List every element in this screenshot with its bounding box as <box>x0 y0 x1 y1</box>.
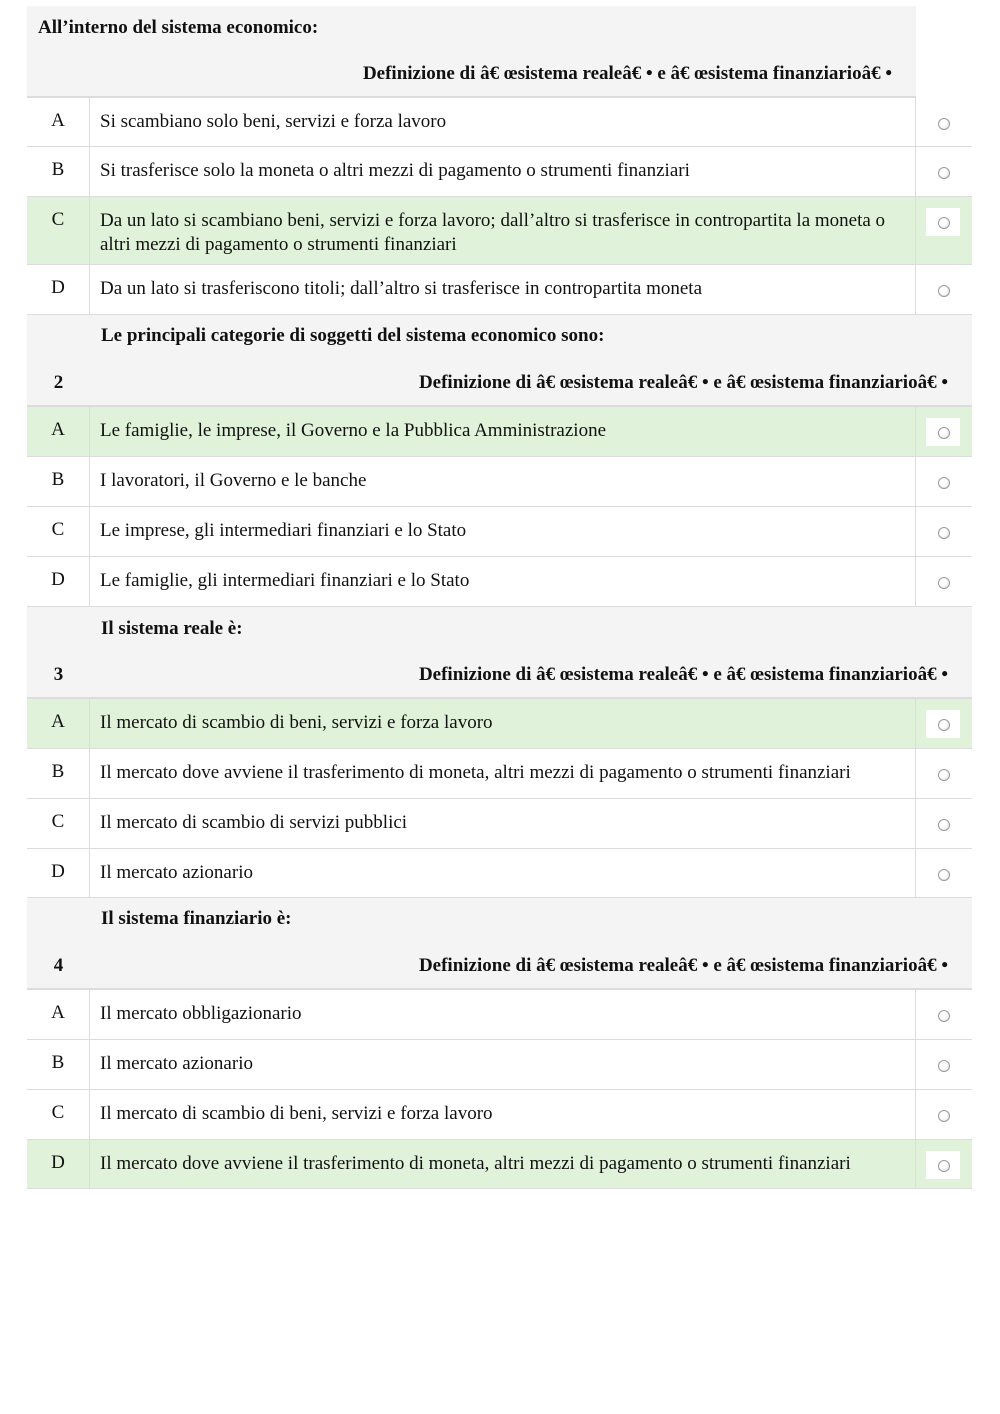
answer-letter: A <box>27 699 90 748</box>
answer-letter: C <box>27 799 90 848</box>
answer-row[interactable] <box>27 849 972 898</box>
question-text: All’interno del sistema economico: <box>38 17 319 38</box>
question-topic: Definizione di â€ œsistema realeâ€ • e â€ œsistema finanziarioâ€ • <box>418 372 948 393</box>
answer-letter: D <box>27 265 90 314</box>
answer-letter: B <box>27 457 90 506</box>
answer-text: Il mercato di scambio di beni, servizi e forza lavoro <box>90 699 916 748</box>
radio-button[interactable] <box>938 118 950 130</box>
answer-radio-cell <box>916 407 972 456</box>
answer-letter: B <box>27 1040 90 1089</box>
answer-text: Il mercato azionario <box>90 1040 916 1089</box>
radio-button[interactable] <box>938 719 950 731</box>
answer-row[interactable] <box>27 557 972 607</box>
radio-button[interactable] <box>938 427 950 439</box>
answer-text: Si scambiano solo beni, servizi e forza lavoro <box>90 98 916 146</box>
answer-text: Si trasferisce solo la moneta o altri mezzi di pagamento o strumenti finanziari <box>90 147 916 196</box>
answer-letter: A <box>27 407 90 456</box>
radio-button[interactable] <box>938 167 950 179</box>
answer-radio-cell <box>916 557 972 606</box>
answer-radio-cell <box>916 990 972 1039</box>
answer-row-correct[interactable] <box>27 1140 972 1189</box>
answer-radio-cell <box>916 147 972 196</box>
answer-text: Da un lato si trasferiscono titoli; dall’altro si trasferisce in contropartita moneta <box>90 265 916 314</box>
quiz-table <box>27 6 972 1189</box>
radio-button[interactable] <box>938 869 950 881</box>
answer-text: Il mercato dove avviene il trasferimento di moneta, altri mezzi di pagamento o strumenti finanziari <box>90 1140 916 1188</box>
radio-button[interactable] <box>938 477 950 489</box>
radio-button[interactable] <box>938 769 950 781</box>
answer-row[interactable] <box>27 990 972 1040</box>
question-topic: Definizione di â€ œsistema realeâ€ • e â€ œsistema finanziarioâ€ • <box>418 664 948 685</box>
answer-row[interactable] <box>27 1090 972 1140</box>
radio-button[interactable] <box>938 1010 950 1022</box>
answer-radio-cell <box>916 197 972 264</box>
answer-radio-cell <box>916 749 972 798</box>
answer-text: Le famiglie, gli intermediari finanziari e lo Stato <box>90 557 916 606</box>
question-header <box>27 6 916 98</box>
question-number: 4 <box>53 955 64 976</box>
answer-row[interactable] <box>27 507 972 557</box>
question-header <box>27 315 972 407</box>
answer-radio-cell <box>916 457 972 506</box>
radio-button[interactable] <box>938 1060 950 1072</box>
answer-radio-cell <box>916 849 972 897</box>
answer-radio-cell <box>916 507 972 556</box>
answer-row-correct[interactable] <box>27 197 972 265</box>
question-topic: Definizione di â€ œsistema realeâ€ • e â€ œsistema finanziarioâ€ • <box>362 63 892 84</box>
answer-radio-cell <box>916 1040 972 1089</box>
answer-row[interactable] <box>27 457 972 507</box>
answer-radio-cell <box>916 98 972 146</box>
answer-letter: C <box>27 1090 90 1139</box>
answer-letter: C <box>27 507 90 556</box>
answer-letter: A <box>27 98 90 146</box>
answer-radio-cell <box>916 799 972 848</box>
question-header <box>27 607 972 699</box>
answer-text: Le famiglie, le imprese, il Governo e la Pubblica Amministrazione <box>90 407 916 456</box>
question-number: 2 <box>53 372 64 393</box>
answer-letter: B <box>27 749 90 798</box>
answer-row[interactable] <box>27 799 972 849</box>
answer-text: Il mercato di scambio di servizi pubblici <box>90 799 916 848</box>
question-header <box>27 898 972 990</box>
answer-text: Le imprese, gli intermediari finanziari e lo Stato <box>90 507 916 556</box>
answer-letter: B <box>27 147 90 196</box>
answer-letter: A <box>27 990 90 1039</box>
question-topic: Definizione di â€ œsistema realeâ€ • e â€ œsistema finanziarioâ€ • <box>418 955 948 976</box>
question-text: Il sistema finanziario è: <box>101 908 292 929</box>
question-text: Il sistema reale è: <box>101 618 243 639</box>
radio-button[interactable] <box>938 285 950 297</box>
radio-button[interactable] <box>938 217 950 229</box>
answer-text: Il mercato dove avviene il trasferimento di moneta, altri mezzi di pagamento o strumenti finanziari <box>90 749 916 798</box>
answer-radio-cell <box>916 265 972 314</box>
answer-row-correct[interactable] <box>27 407 972 457</box>
answer-radio-cell <box>916 699 972 748</box>
answer-radio-cell <box>916 1140 972 1188</box>
radio-button[interactable] <box>938 1110 950 1122</box>
answer-row[interactable] <box>27 98 972 147</box>
radio-button[interactable] <box>938 577 950 589</box>
answer-text: I lavoratori, il Governo e le banche <box>90 457 916 506</box>
answer-row-correct[interactable] <box>27 699 972 749</box>
radio-button[interactable] <box>938 527 950 539</box>
answer-row[interactable] <box>27 1040 972 1090</box>
answer-letter: D <box>27 1140 90 1188</box>
answer-text: Il mercato azionario <box>90 849 916 897</box>
answer-radio-cell <box>916 1090 972 1139</box>
radio-button[interactable] <box>938 1160 950 1172</box>
question-text: Le principali categorie di soggetti del sistema economico sono: <box>101 325 605 346</box>
answer-row[interactable] <box>27 749 972 799</box>
answer-text: Da un lato si scambiano beni, servizi e forza lavoro; dall’altro si trasferisce in contropartita la moneta o altri mezzi di pagamento o strumenti finanziari <box>90 197 916 264</box>
answer-text: Il mercato di scambio di beni, servizi e forza lavoro <box>90 1090 916 1139</box>
answer-row[interactable] <box>27 265 972 315</box>
radio-button[interactable] <box>938 819 950 831</box>
answer-row[interactable] <box>27 147 972 197</box>
answer-text: Il mercato obbligazionario <box>90 990 916 1039</box>
answer-letter: C <box>27 197 90 264</box>
question-number: 3 <box>53 664 64 685</box>
answer-letter: D <box>27 557 90 606</box>
answer-letter: D <box>27 849 90 897</box>
